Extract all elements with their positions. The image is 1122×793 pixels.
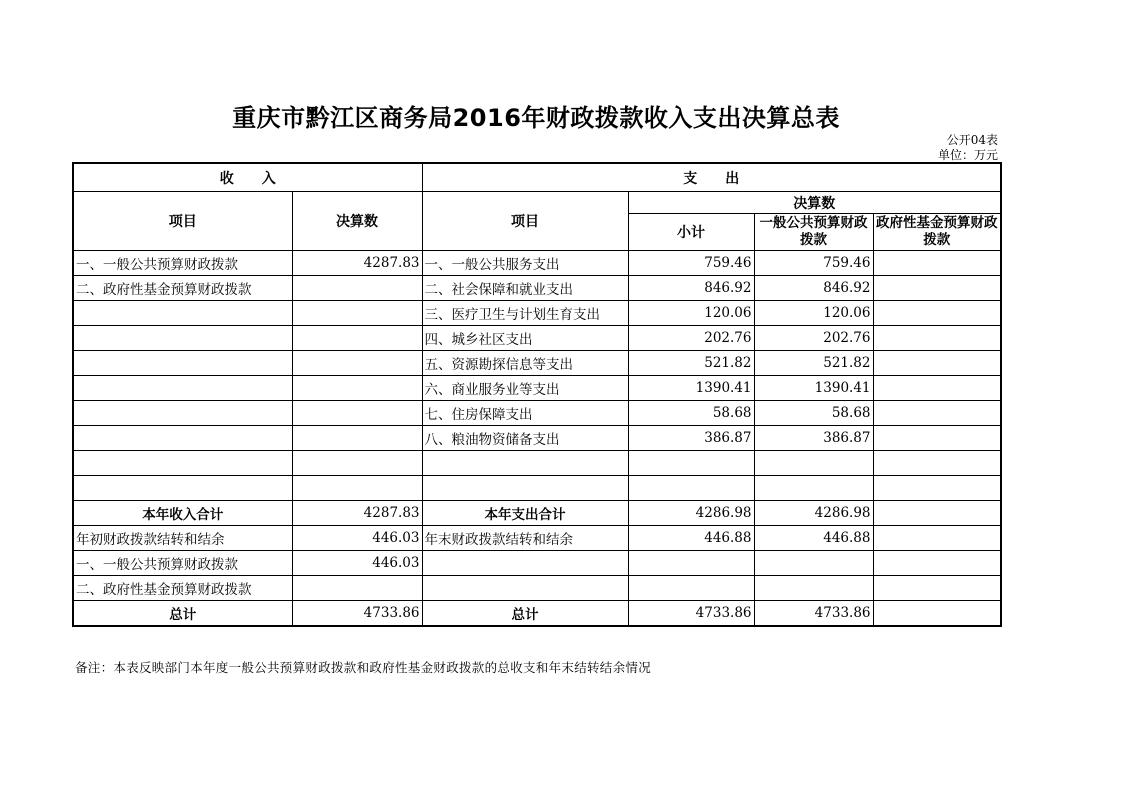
expense-general: 446.88 — [754, 526, 873, 551]
expense-fund — [873, 401, 1001, 426]
income-amount — [292, 401, 422, 426]
year-total-row — [73, 501, 1001, 526]
expense-item — [422, 476, 628, 501]
expense-item-header: 项目 — [422, 192, 628, 251]
page-title: 重庆市黔江区商务局2016年财政拨款收入支出决算总表 — [232, 104, 840, 132]
income-item — [73, 426, 292, 451]
table-row — [73, 576, 1001, 601]
table-row — [73, 251, 1001, 276]
expense-general: 120.06 — [754, 301, 873, 326]
expense-fund — [873, 451, 1001, 476]
expense-general: 202.76 — [754, 326, 873, 351]
expense-item: 四、城乡社区支出 — [422, 326, 628, 351]
expense-fund — [873, 276, 1001, 301]
expense-total-label: 本年支出合计 — [422, 501, 628, 526]
expense-fund — [873, 426, 1001, 451]
expense-general — [754, 476, 873, 501]
fund-budget-header: 政府性基金预算财政拨款 — [873, 214, 1001, 251]
expense-subtotal: 521.82 — [628, 351, 754, 376]
table-row — [73, 451, 1001, 476]
expense-subtotal — [628, 551, 754, 576]
expense-item — [422, 551, 628, 576]
budget-table — [72, 162, 1002, 627]
expense-item: 五、资源勘探信息等支出 — [422, 351, 628, 376]
expense-grand-total-label: 总计 — [422, 601, 628, 627]
expense-general: 521.82 — [754, 351, 873, 376]
expense-general — [754, 551, 873, 576]
expense-general — [754, 451, 873, 476]
income-amount: 446.03 — [292, 551, 422, 576]
expense-grand-total-general: 4733.86 — [754, 601, 873, 627]
expense-item: 八、粮油物资储备支出 — [422, 426, 628, 451]
expense-fund — [873, 576, 1001, 601]
income-total-label: 本年收入合计 — [73, 501, 292, 526]
expense-general: 386.87 — [754, 426, 873, 451]
table-row — [73, 526, 1001, 551]
income-amount-header: 决算数 — [292, 192, 422, 251]
expense-general: 58.68 — [754, 401, 873, 426]
expense-fund — [873, 301, 1001, 326]
expense-subtotal: 1390.41 — [628, 376, 754, 401]
expense-subtotal — [628, 576, 754, 601]
expense-fund — [873, 551, 1001, 576]
expense-fund — [873, 476, 1001, 501]
expense-item — [422, 451, 628, 476]
income-item: 一、一般公共预算财政拨款 — [73, 551, 292, 576]
income-amount — [292, 326, 422, 351]
income-total-amount: 4287.83 — [292, 501, 422, 526]
income-grand-total-amount: 4733.86 — [292, 601, 422, 627]
expense-fund — [873, 351, 1001, 376]
expense-item: 三、医疗卫生与计划生育支出 — [422, 301, 628, 326]
table-row — [73, 376, 1001, 401]
expense-fund — [873, 251, 1001, 276]
expense-subtotal: 759.46 — [628, 251, 754, 276]
income-item — [73, 401, 292, 426]
expense-item: 一、一般公共服务支出 — [422, 251, 628, 276]
table-row — [73, 276, 1001, 301]
expense-header: 支 出 — [422, 163, 1001, 192]
income-amount: 4287.83 — [292, 251, 422, 276]
income-amount: 446.03 — [292, 526, 422, 551]
expense-item: 七、住房保障支出 — [422, 401, 628, 426]
expense-fund — [873, 326, 1001, 351]
income-header: 收 入 — [73, 163, 422, 192]
expense-subtotal: 58.68 — [628, 401, 754, 426]
expense-total-general: 4286.98 — [754, 501, 873, 526]
expense-grand-total-subtotal: 4733.86 — [628, 601, 754, 627]
income-item — [73, 451, 292, 476]
income-item: 年初财政拨款结转和结余 — [73, 526, 292, 551]
footnote: 备注：本表反映部门本年度一般公共预算财政拨款和政府性基金财政拨款的总收支和年末结转结余情况 — [75, 660, 652, 675]
table-row — [73, 401, 1001, 426]
expense-subtotal: 446.88 — [628, 526, 754, 551]
expense-general: 759.46 — [754, 251, 873, 276]
expense-general: 846.92 — [754, 276, 873, 301]
expense-subtotal — [628, 476, 754, 501]
expense-subtotal: 120.06 — [628, 301, 754, 326]
income-grand-total-label: 总计 — [73, 601, 292, 627]
income-amount — [292, 576, 422, 601]
income-amount — [292, 301, 422, 326]
income-item — [73, 376, 292, 401]
income-item — [73, 476, 292, 501]
general-budget-header: 一般公共预算财政拨款 — [754, 214, 873, 251]
expense-item: 六、商业服务业等支出 — [422, 376, 628, 401]
expense-total-subtotal: 4286.98 — [628, 501, 754, 526]
expense-general: 1390.41 — [754, 376, 873, 401]
expense-subtotal — [628, 451, 754, 476]
expense-item: 二、社会保障和就业支出 — [422, 276, 628, 301]
income-amount — [292, 426, 422, 451]
grand-total-row — [73, 601, 1001, 627]
expense-fund — [873, 526, 1001, 551]
income-amount — [292, 351, 422, 376]
income-item: 一、一般公共预算财政拨款 — [73, 251, 292, 276]
table-row — [73, 551, 1001, 576]
unit-label: 单位：万元 — [937, 148, 998, 162]
income-amount — [292, 376, 422, 401]
expense-grand-total-fund — [873, 601, 1001, 627]
expense-amount-header: 决算数 — [628, 192, 1001, 214]
income-item: 二、政府性基金预算财政拨款 — [73, 276, 292, 301]
income-item: 二、政府性基金预算财政拨款 — [73, 576, 292, 601]
table-number: 公开04表 — [946, 133, 998, 147]
income-amount — [292, 451, 422, 476]
expense-subtotal: 202.76 — [628, 326, 754, 351]
income-item — [73, 351, 292, 376]
income-item — [73, 301, 292, 326]
expense-subtotal: 386.87 — [628, 426, 754, 451]
expense-item: 年末财政拨款结转和结余 — [422, 526, 628, 551]
expense-fund — [873, 376, 1001, 401]
expense-subtotal: 846.92 — [628, 276, 754, 301]
table-row — [73, 351, 1001, 376]
income-item-header: 项目 — [73, 192, 292, 251]
table-row — [73, 426, 1001, 451]
income-item — [73, 326, 292, 351]
income-amount — [292, 476, 422, 501]
expense-total-fund — [873, 501, 1001, 526]
expense-item — [422, 576, 628, 601]
expense-general — [754, 576, 873, 601]
income-amount — [292, 276, 422, 301]
table-row — [73, 301, 1001, 326]
subtotal-header: 小计 — [628, 214, 754, 251]
table-row — [73, 326, 1001, 351]
table-row — [73, 476, 1001, 501]
